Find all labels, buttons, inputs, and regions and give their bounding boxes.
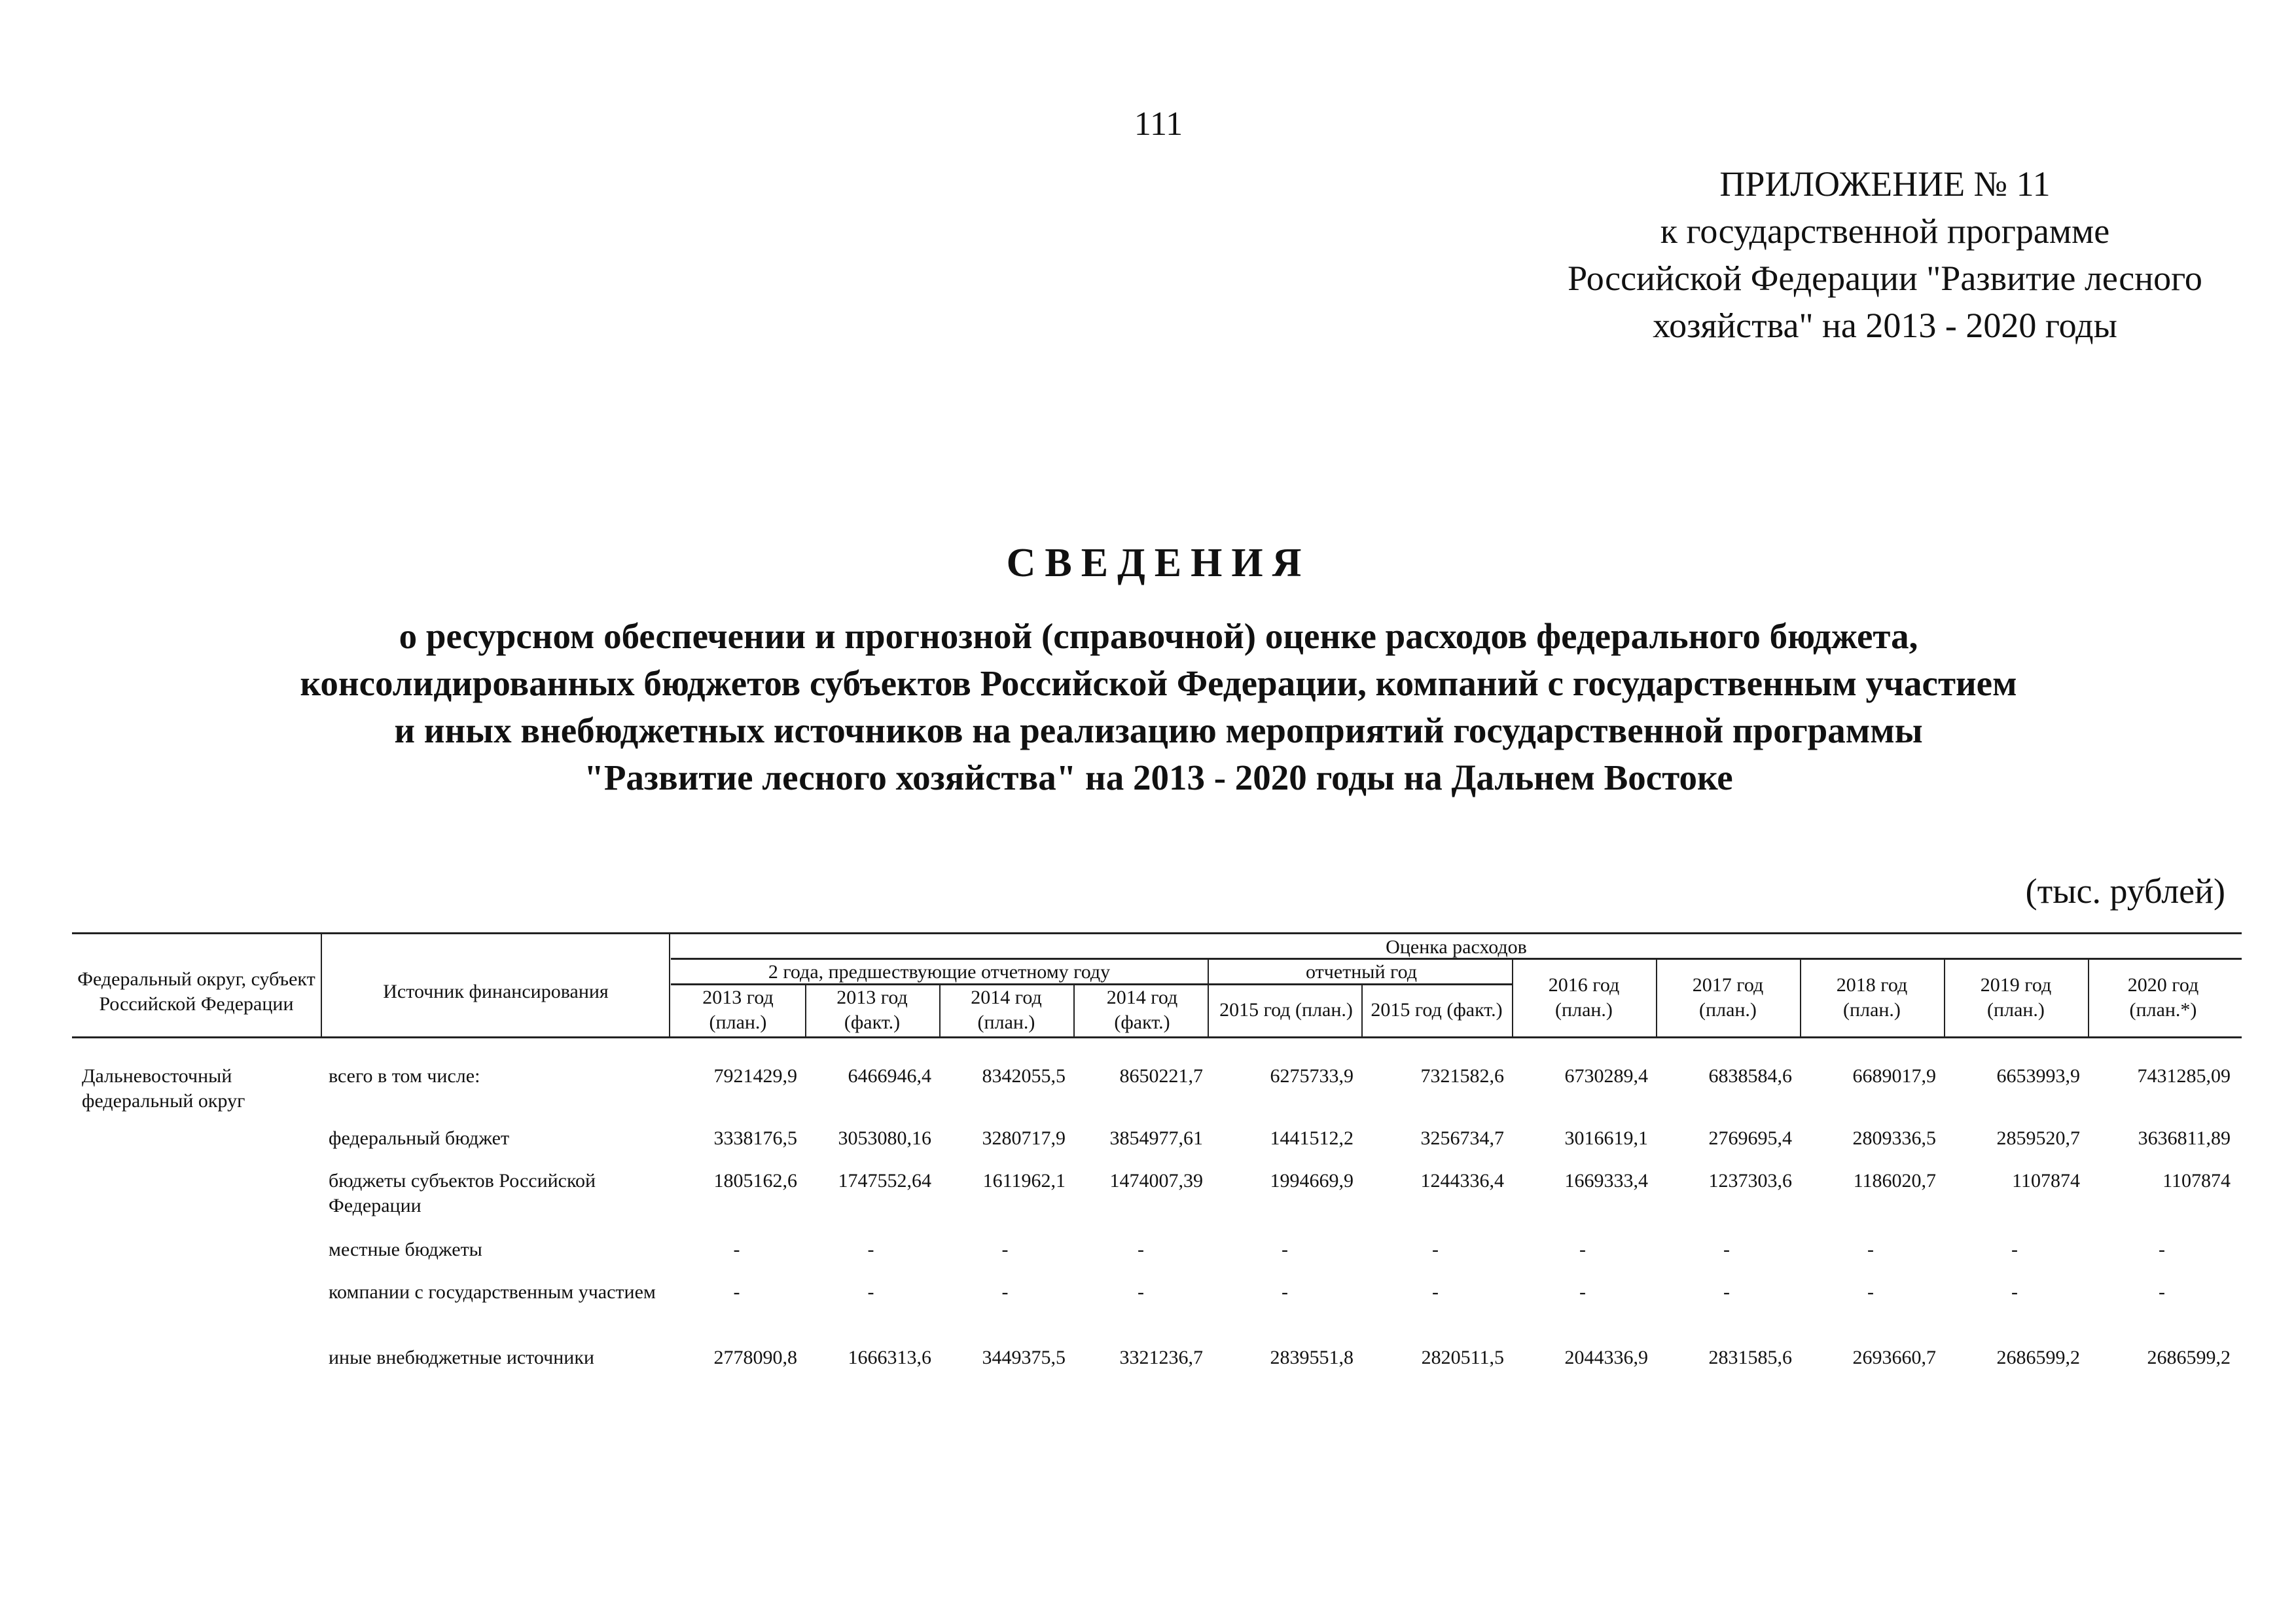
column-header: 2014 год (факт.) xyxy=(1106,987,1178,1033)
header-estimate: Оценка расходов xyxy=(1386,936,1527,958)
value-cell: 6689017,9 xyxy=(1852,1065,1936,1087)
value-cell: 2778090,8 xyxy=(713,1347,797,1368)
value-cell: 6838584,6 xyxy=(1708,1065,1792,1087)
value-cell: - xyxy=(1282,1239,1288,1260)
value-cell: 1805162,6 xyxy=(713,1170,797,1192)
column-header: 2014 год (план.) xyxy=(971,987,1042,1033)
value-cell: 2839551,8 xyxy=(1270,1347,1354,1368)
value-cell: 1611962,1 xyxy=(982,1170,1066,1192)
table-divider xyxy=(1656,958,1657,1037)
appendix-line-1: ПРИЛОЖЕНИЕ № 11 xyxy=(1719,164,2051,204)
value-cell: 3338176,5 xyxy=(713,1127,797,1149)
source-label: федеральный бюджет xyxy=(329,1127,510,1149)
value-cell: - xyxy=(1579,1281,1586,1303)
value-cell: 1669333,4 xyxy=(1564,1170,1648,1192)
table-rule xyxy=(72,932,2242,934)
value-cell: 1994669,9 xyxy=(1270,1170,1354,1192)
value-cell: 1666313,6 xyxy=(848,1347,931,1368)
appendix-line-3: Российской Федерации "Развитие лесного xyxy=(1568,259,2202,298)
region-name: Дальневосточный федеральный округ xyxy=(82,1065,245,1112)
value-cell: - xyxy=(733,1281,740,1303)
table-divider xyxy=(1944,958,1945,1037)
table-divider xyxy=(1800,958,1801,1037)
value-cell: 3449375,5 xyxy=(982,1347,1066,1368)
header-region: Федеральный округ, субъект Российской Федерации xyxy=(77,968,315,1015)
value-cell: 7431285,09 xyxy=(2137,1065,2231,1087)
value-cell: 2044336,9 xyxy=(1564,1347,1648,1368)
value-cell: - xyxy=(1282,1281,1288,1303)
value-cell: 2769695,4 xyxy=(1708,1127,1792,1149)
heading-line-3: и иных внебюджетных источников на реализацию мероприятий государственной программы xyxy=(394,710,1923,750)
value-cell: 1747552,64 xyxy=(838,1170,931,1192)
page-number: 111 xyxy=(1134,105,1183,143)
value-cell: 2686599,2 xyxy=(1996,1347,2080,1368)
appendix-line-4: хозяйства" на 2013 - 2020 годы xyxy=(1653,306,2117,345)
value-cell: 2859520,7 xyxy=(1996,1127,2080,1149)
header-source: Источник финансирования xyxy=(383,981,609,1002)
value-cell: 1186020,7 xyxy=(1853,1170,1936,1192)
value-cell: 3053080,16 xyxy=(838,1127,931,1149)
value-cell: 6730289,4 xyxy=(1564,1065,1648,1087)
value-cell: - xyxy=(1138,1281,1144,1303)
value-cell: - xyxy=(867,1239,874,1260)
value-cell: 1441512,2 xyxy=(1270,1127,1354,1149)
table-divider xyxy=(1073,983,1075,1037)
value-cell: 6653993,9 xyxy=(1996,1065,2080,1087)
value-cell: - xyxy=(2159,1239,2165,1260)
value-cell: 1237303,6 xyxy=(1708,1170,1792,1192)
table-divider xyxy=(805,983,806,1037)
header-reporting-year: отчетный год xyxy=(1306,961,1417,983)
units-label: (тыс. рублей) xyxy=(2025,871,2225,911)
value-cell: 3016619,1 xyxy=(1564,1127,1648,1149)
value-cell: 3854977,61 xyxy=(1109,1127,1203,1149)
value-cell: 2831585,6 xyxy=(1708,1347,1792,1368)
value-cell: 2809336,5 xyxy=(1852,1127,1936,1149)
source-label: иные внебюджетные источники xyxy=(329,1347,594,1368)
heading-line-1: о ресурсном обеспечении и прогнозной (справочной) оценке расходов федерального бюджета, xyxy=(399,616,1918,656)
value-cell: 3280717,9 xyxy=(982,1127,1066,1149)
value-cell: 1107874 xyxy=(2162,1170,2231,1192)
value-cell: - xyxy=(1001,1281,1009,1303)
value-cell: 1244336,4 xyxy=(1420,1170,1504,1192)
source-label: компании с государственным участием xyxy=(329,1281,656,1303)
heading-line-2: консолидированных бюджетов субъектов Российской Федерации, компаний с государственным участием xyxy=(300,663,2017,703)
table-divider xyxy=(1208,958,1209,1037)
table-rule xyxy=(72,1036,2242,1038)
column-header: 2019 год (план.) xyxy=(1980,974,2052,1021)
table-divider xyxy=(669,932,670,1037)
table-divider xyxy=(939,983,941,1037)
value-cell: 7921429,9 xyxy=(713,1065,797,1087)
value-cell: - xyxy=(1432,1239,1439,1260)
value-cell: 6275733,9 xyxy=(1270,1065,1354,1087)
value-cell: 8650221,7 xyxy=(1119,1065,1203,1087)
appendix-block xyxy=(1505,160,2265,349)
source-label: всего в том числе: xyxy=(329,1065,480,1087)
column-header: 2016 год (план.) xyxy=(1548,974,1620,1021)
value-cell: - xyxy=(1001,1239,1009,1260)
value-cell: - xyxy=(1867,1239,1874,1260)
column-header: 2015 год (план.) xyxy=(1219,999,1353,1021)
value-cell: 6466946,4 xyxy=(848,1065,931,1087)
value-cell: - xyxy=(1723,1281,1730,1303)
column-header: 2015 год (факт.) xyxy=(1371,999,1503,1021)
source-label: бюджеты субъектов Российской Федерации xyxy=(329,1170,596,1216)
table-divider xyxy=(1512,958,1513,1037)
source-label: местные бюджеты xyxy=(329,1239,482,1260)
value-cell: 7321582,6 xyxy=(1420,1065,1504,1087)
heading-title: СВЕДЕНИЯ xyxy=(1006,541,1311,585)
heading-line-4: "Развитие лесного хозяйства" на 2013 - 2020 годы на Дальнем Востоке xyxy=(584,757,1733,797)
value-cell: - xyxy=(733,1239,740,1260)
value-cell: 2693660,7 xyxy=(1852,1347,1936,1368)
table-divider xyxy=(321,932,322,1037)
value-cell: - xyxy=(1579,1239,1586,1260)
value-cell: - xyxy=(2159,1281,2165,1303)
value-cell: 3636811,89 xyxy=(2138,1127,2231,1149)
table-divider xyxy=(1361,983,1363,1037)
value-cell: - xyxy=(867,1281,874,1303)
value-cell: 1107874 xyxy=(2012,1170,2080,1192)
column-header: 2013 год (план.) xyxy=(702,987,774,1033)
value-cell: - xyxy=(2011,1239,2018,1260)
value-cell: - xyxy=(1867,1281,1874,1303)
value-cell: 3256734,7 xyxy=(1420,1127,1504,1149)
value-cell: 2820511,5 xyxy=(1421,1347,1504,1368)
document-heading xyxy=(196,540,2121,801)
value-cell: - xyxy=(1723,1239,1730,1260)
value-cell: - xyxy=(1138,1239,1144,1260)
value-cell: 3321236,7 xyxy=(1119,1347,1203,1368)
column-header: 2020 год (план.*) xyxy=(2127,974,2199,1021)
column-header: 2018 год (план.) xyxy=(1836,974,1908,1021)
table-divider xyxy=(2088,958,2089,1037)
value-cell: 1474007,39 xyxy=(1109,1170,1203,1192)
value-cell: - xyxy=(1432,1281,1439,1303)
header-two-years: 2 года, предшествующие отчетному году xyxy=(768,961,1111,983)
appendix-line-2: к государственной программе xyxy=(1660,211,2110,251)
value-cell: 2686599,2 xyxy=(2147,1347,2231,1368)
column-header: 2017 год (план.) xyxy=(1692,974,1764,1021)
value-cell: 8342055,5 xyxy=(982,1065,1066,1087)
column-header: 2013 год (факт.) xyxy=(836,987,908,1033)
value-cell: - xyxy=(2011,1281,2018,1303)
